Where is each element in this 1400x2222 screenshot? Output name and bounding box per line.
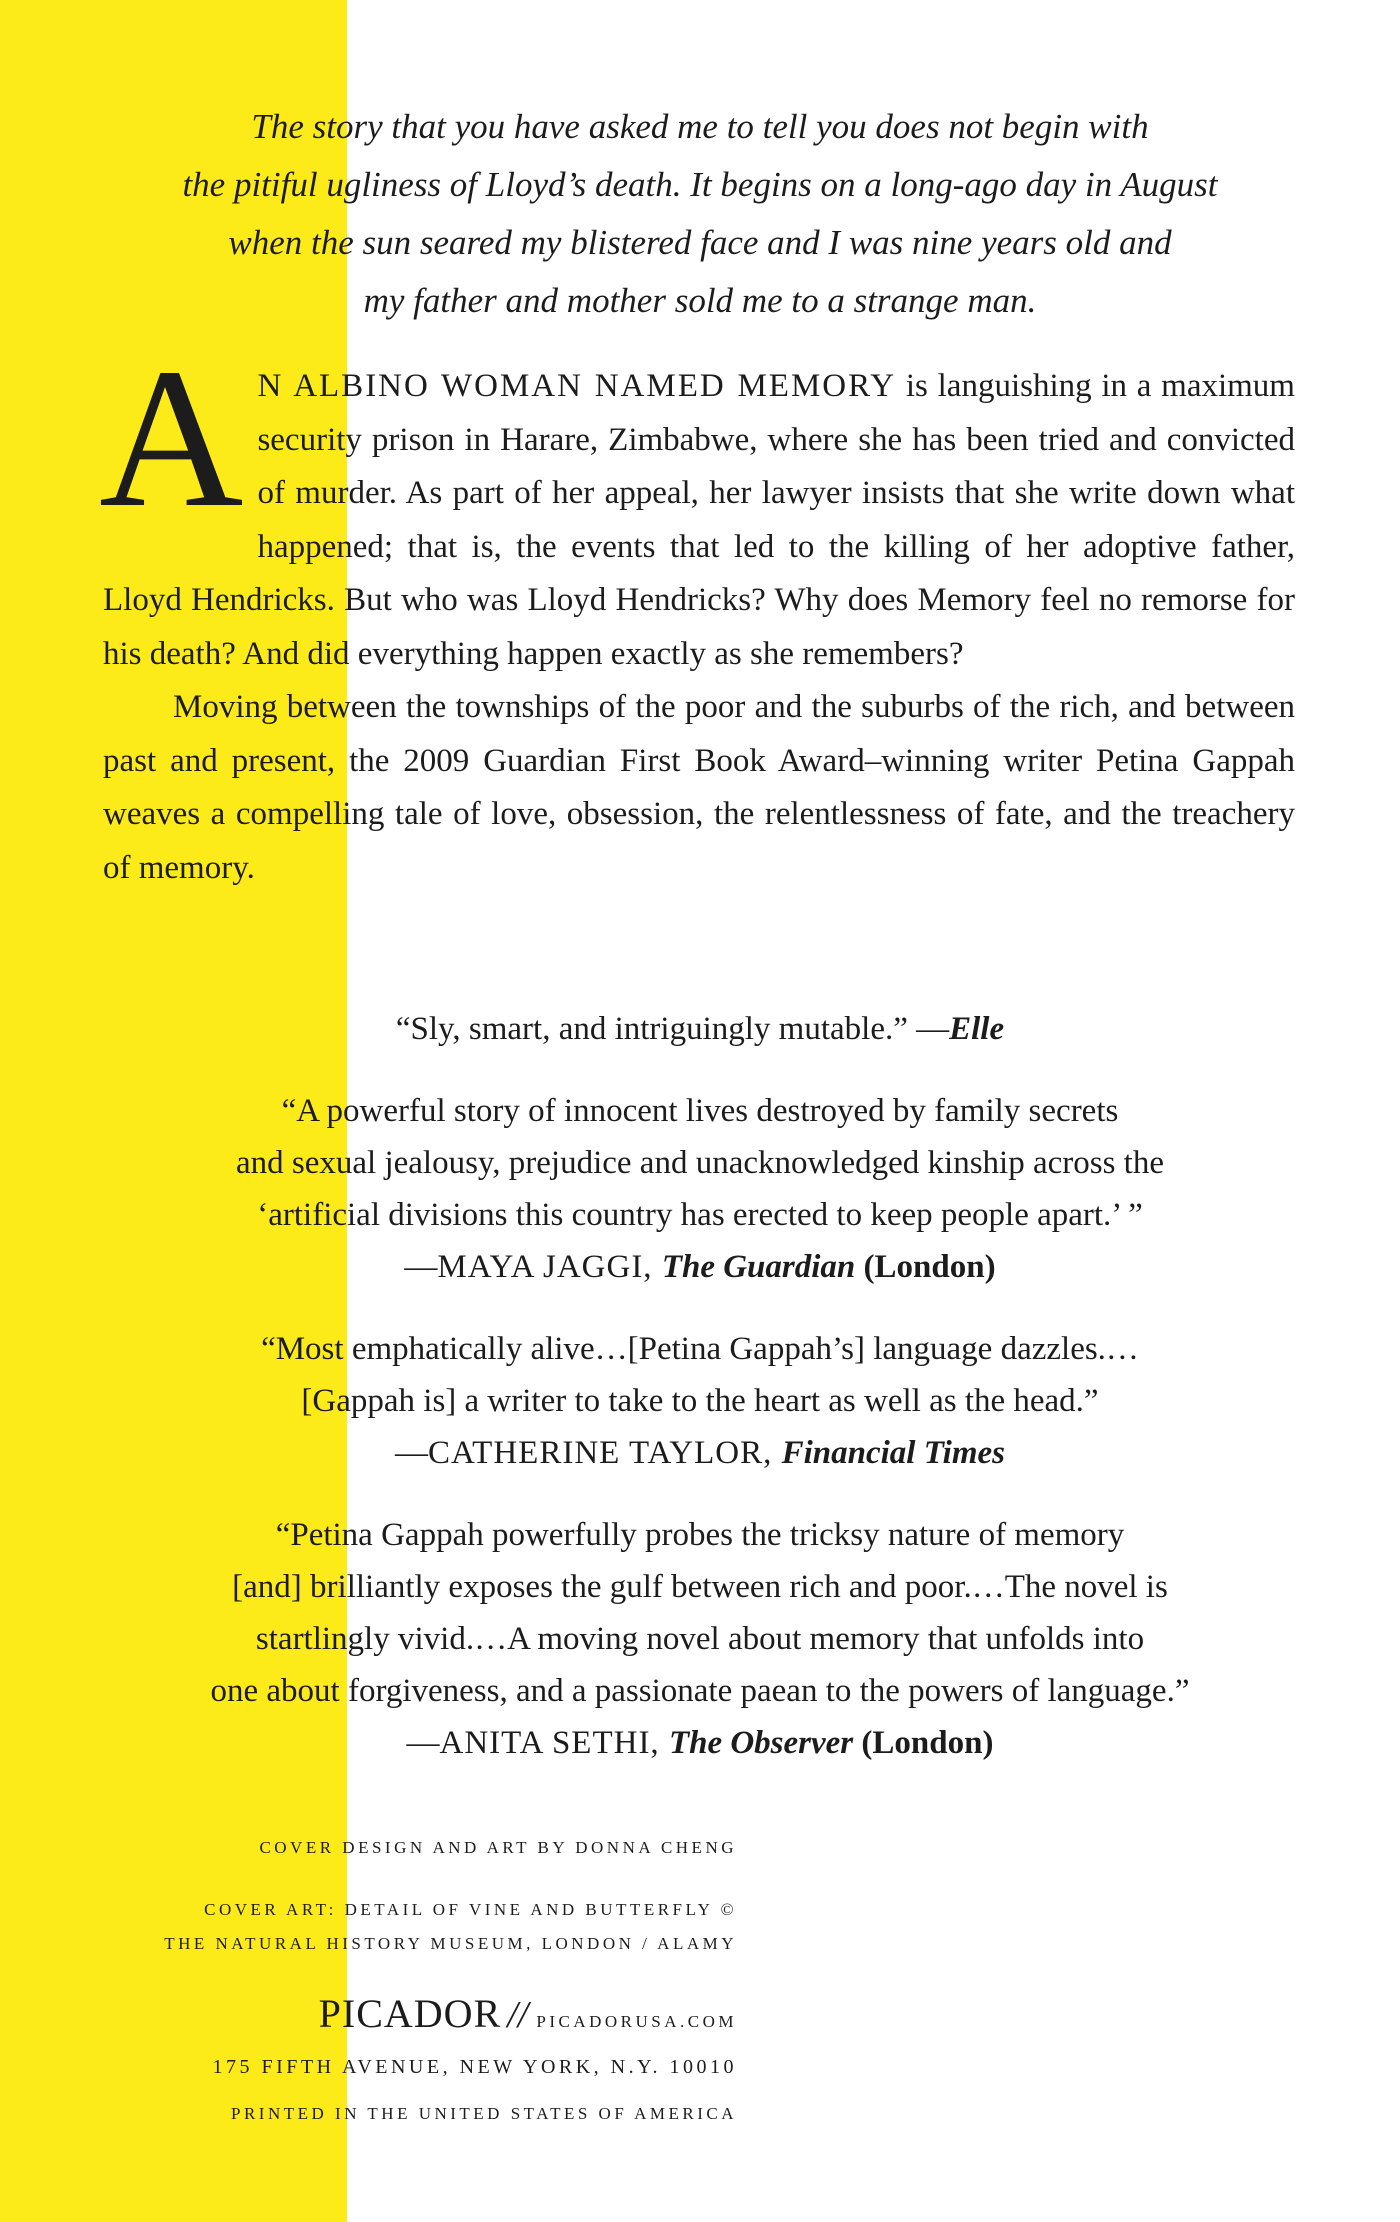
drop-cap: A [99,328,244,549]
attribution-publication: The Observer [668,1725,854,1761]
attribution-publication: Elle [949,1011,1005,1047]
credit-text: COVER DESIGN AND ART BY DONNA CHENG [259,1838,737,1857]
publisher-address [60,2056,737,2079]
cover-design-credit [60,1838,737,1858]
lead-in-caps: N ALBINO WOMAN NAMED MEMORY [257,368,897,404]
attribution-location: (London) [853,1725,994,1761]
review-quote-elle [130,1003,1270,1055]
epigraph-line: the pitiful ugliness of Lloyd’s death. It begins on a long-ago day in August [182,165,1218,204]
quote-line: “A powerful story of innocent lives destroyed by family secrets [281,1093,1119,1129]
review-quote-financial-times [130,1323,1270,1479]
credit-text: THE NATURAL HISTORY MUSEUM, LONDON / ALAMY [164,1934,737,1953]
imprint-line [60,1990,737,2037]
imprint-separator: // [507,1994,529,2036]
quote-text: “Sly, smart, and intriguingly mutable.” [395,1011,908,1047]
attribution-publication: The Guardian [661,1249,856,1285]
quote-line: ‘artificial divisions this country has erected to keep people apart.’ ” [257,1197,1143,1233]
attribution [130,1241,1270,1293]
attribution [130,1427,1270,1479]
publisher-logo-text: PICADOR [318,1991,502,2036]
synopsis-paragraph-1 [99,328,1295,681]
quote-line: startlingly vivid.…A moving novel about memory that unfolds into [255,1621,1145,1657]
synopsis-text: is languishing in a maximum security prison in Harare, Zimbabwe, where she has been tried and convicted of murder. As part of her appeal, her lawyer insists that she write down what happened; that is, the events that led to the killing of her adoptive father, Lloyd Hendricks. But who was Lloyd Hendricks? Why does Memory feel no remorse for his death? And did everything happen exactly as she remembers? [103,368,1295,672]
attribution-dash: — [404,1249,438,1285]
attribution-dash: — [394,1435,428,1471]
synopsis-paragraph-2: Moving between the townships of the poor and the suburbs of the rich, and between past and present, the 2009 Guardian First Book Award–winning writer Petina Gappah weaves a compelling tale of love, obsession, the relentlessness of fate, and the treachery of memory. [103,689,1295,886]
review-quotes [130,1003,1270,1769]
quote-line: “Most emphatically alive…[Petina Gappah’s] language dazzles.… [261,1331,1139,1367]
synopsis [99,328,1295,895]
epigraph-line: my father and mother sold me to a strange man. [363,281,1037,320]
attribution-publication: Financial Times [781,1435,1005,1471]
cover-art-credit [60,1893,737,1961]
epigraph-line: The story that you have asked me to tell you does not begin with [251,107,1149,146]
publisher-imprint [60,1990,737,2037]
address-text: 175 FIFTH AVENUE, NEW YORK, N.Y. 10010 [212,2056,737,2078]
quote-line: [Gappah is] a writer to take to the heart as well as the head.” [301,1383,1099,1419]
epigraph-line: when the sun seared my blistered face and I was nine years old and [228,223,1172,262]
publisher-url: PICADORUSA.COM [536,2012,737,2031]
attribution-name: MAYA JAGGI, [437,1249,662,1285]
review-quote-observer [130,1509,1270,1769]
attribution-dash: — [907,1011,950,1047]
attribution [130,1717,1270,1769]
attribution-dash: — [406,1725,440,1761]
quote-line: [and] brilliantly exposes the gulf between rich and poor.…The novel is [232,1569,1168,1605]
attribution-name: ANITA SETHI, [439,1725,669,1761]
attribution-location: (London) [855,1249,996,1285]
quote-line: and sexual jealousy, prejudice and unacknowledged kinship across the [236,1145,1164,1181]
printed-text: PRINTED IN THE UNITED STATES OF AMERICA [231,2104,737,2123]
review-quote-guardian [130,1085,1270,1293]
attribution-name: CATHERINE TAYLOR, [427,1435,782,1471]
credit-text: COVER ART: DETAIL OF VINE AND BUTTERFLY © [204,1900,737,1919]
printed-in [60,2104,737,2124]
quote-line: one about forgiveness, and a passionate paean to the powers of language.” [210,1673,1190,1709]
quote-line: “Petina Gappah powerfully probes the tricksy nature of memory [275,1517,1125,1553]
epigraph [90,98,1310,330]
